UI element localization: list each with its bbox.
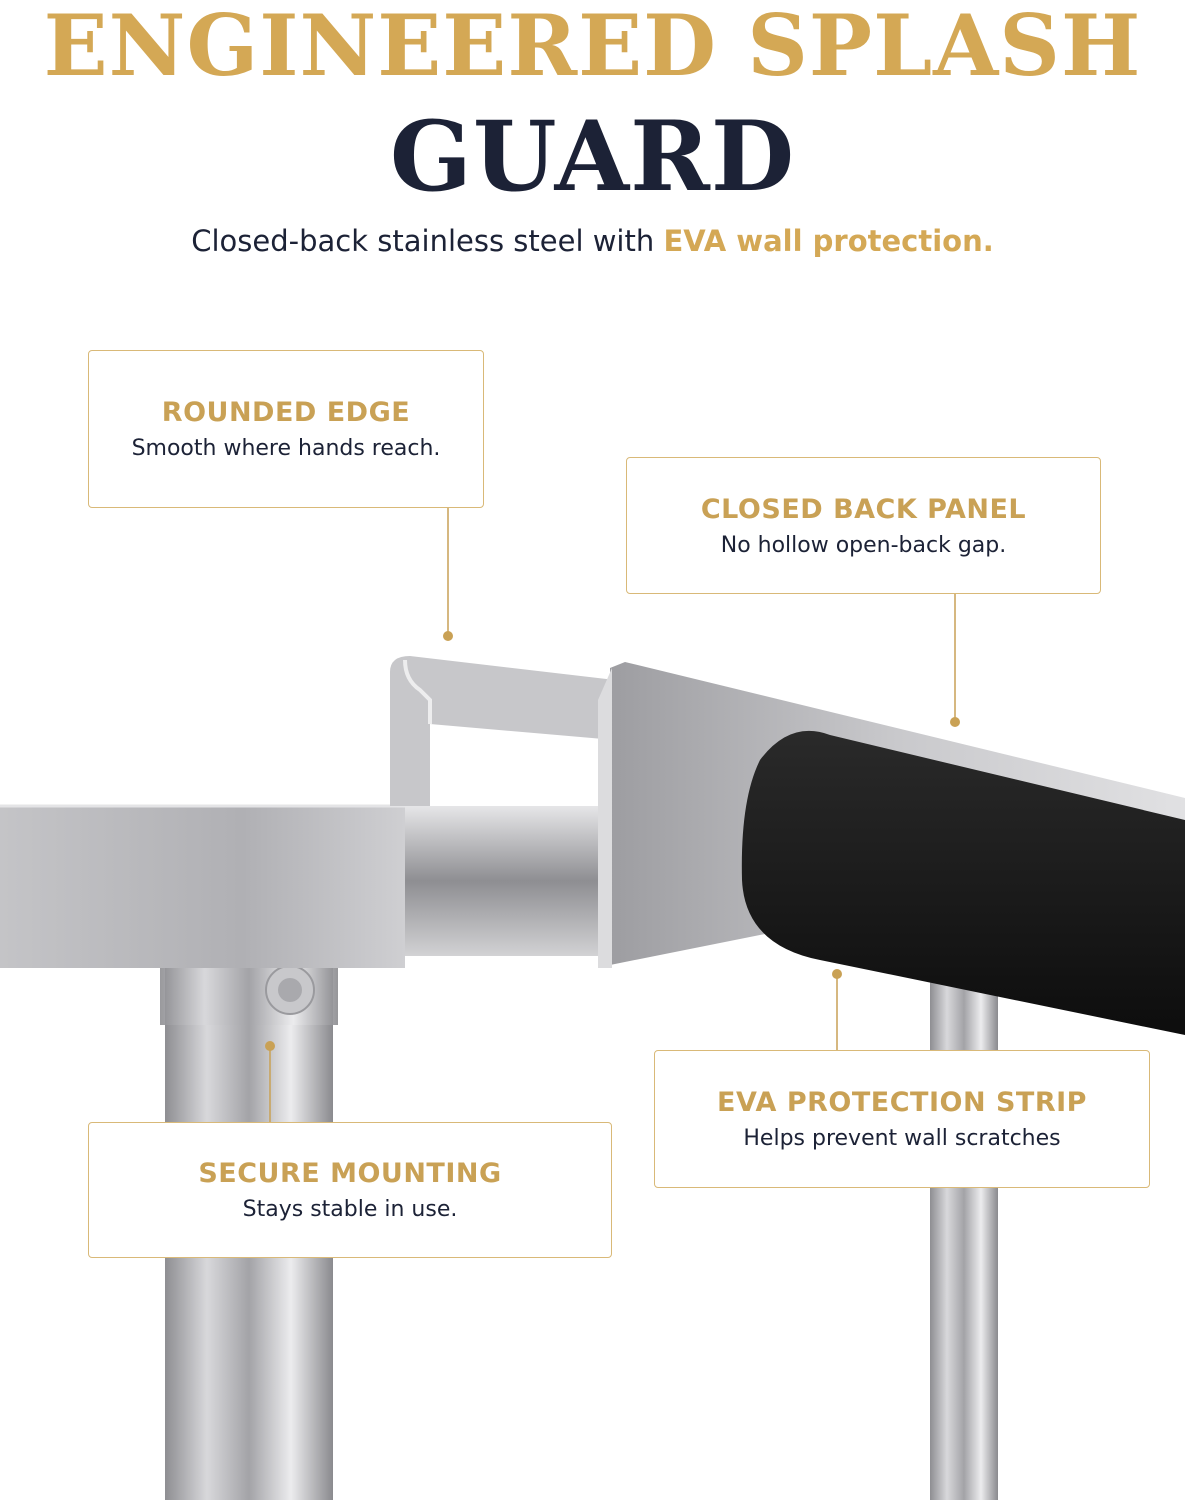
callout-title: ROUNDED EDGE [161,397,411,428]
callout-text: No hollow open-back gap. [720,532,1007,558]
callout-rounded-edge [88,350,484,508]
callout-title: CLOSED BACK PANEL [700,493,1027,525]
subheadline-accent: EVA wall protection. [663,224,994,258]
subheadline-text: Closed-back stainless steel with [191,224,664,258]
callout-closed-back-panel [626,457,1101,594]
callout-eva-protection-strip [654,1050,1150,1188]
headline-line-1: ENGINEERED SPLASH [43,0,1142,95]
callout-title: SECURE MOUNTING [198,1158,502,1189]
callout-secure-mounting [88,1122,612,1258]
headline-line-2: GUARD [389,100,796,213]
callout-text: Smooth where hands reach. [131,436,441,461]
callout-title: EVA PROTECTION STRIP [717,1087,1087,1118]
subheadline [0,224,1185,258]
callout-text: Helps prevent wall scratches [743,1126,1061,1151]
callout-text: Stays stable in use. [242,1197,458,1222]
